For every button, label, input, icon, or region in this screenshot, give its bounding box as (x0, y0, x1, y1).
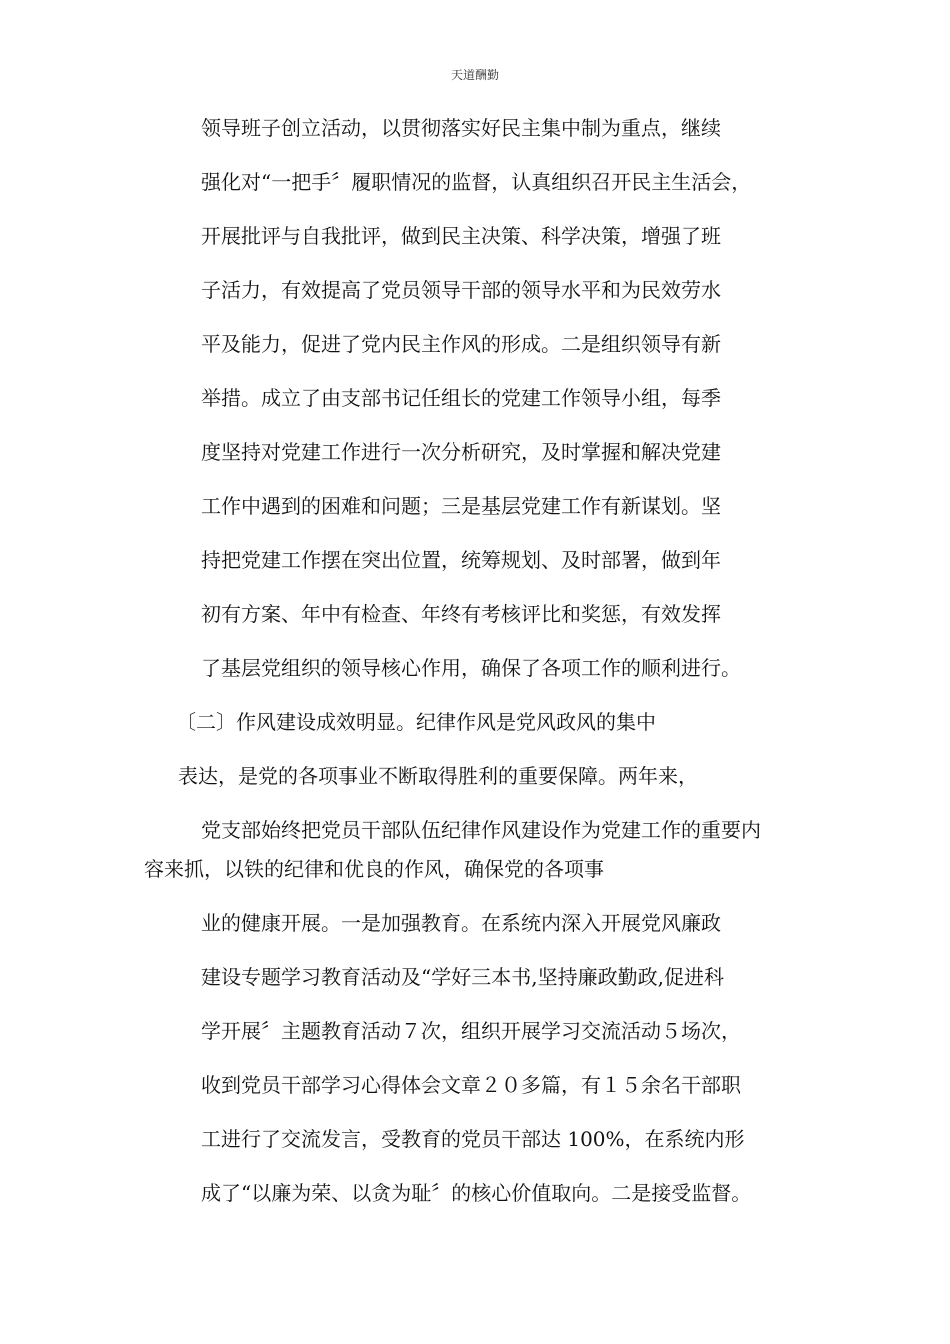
section-heading-line: 〔二〕作风建设成效明显。纪律作风是党风政风的集中 (176, 710, 656, 734)
body-line: 举措。成立了由支部书记任组长的党建工作领导小组，每季 (201, 386, 721, 410)
body-line: 收到党员干部学习心得体会文章２０多篇，有１５余名干部职 (201, 1073, 741, 1097)
page-header: 天道酬勤 (450, 68, 499, 82)
body-line: 表达，是党的各项事业不断取得胜利的重要保障。两年来， (178, 764, 698, 788)
body-line: 建设专题学习教育活动及“学好三本书,坚持廉政勤政,促进科 (201, 965, 724, 989)
body-line: 持把党建工作摆在突出位置，统筹规划、及时部署，做到年 (201, 548, 721, 572)
body-line: 平及能力，促进了党内民主作风的形成。二是组织领导有新 (201, 332, 721, 356)
body-line: 业的健康开展。一是加强教育。在系统内深入开展党风廉政 (201, 911, 721, 935)
body-line: 成了“以廉为荣、以贪为耻〞的核心价值取向。二是接受监督。 (201, 1181, 752, 1205)
body-line: 容来抓，以铁的纪律和优良的作风，确保党的各项事 (144, 857, 604, 881)
body-line: 初有方案、年中有检查、年终有考核评比和奖惩，有效发挥 (201, 602, 721, 626)
body-line: 学开展〞主题教育活动７次，组织开展学习交流活动５场次， (201, 1019, 741, 1043)
body-line: 强化对“一把手〞履职情况的监督，认真组织召开民主生活会， (201, 170, 752, 194)
body-line: 工进行了交流发言，受教育的党员干部达 100%，在系统内形 (201, 1127, 745, 1151)
body-line: 开展批评与自我批评，做到民主决策、科学决策，增强了班 (201, 224, 721, 248)
body-line: 领导班子创立活动，以贯彻落实好民主集中制为重点，继续 (201, 116, 721, 140)
body-line: 了基层党组织的领导核心作用，确保了各项工作的顺利进行。 (201, 656, 741, 680)
body-line: 党支部始终把党员干部队伍纪律作风建设作为党建工作的重要内 (201, 818, 761, 842)
body-line: 子活力，有效提高了党员领导干部的领导水平和为民效劳水 (201, 278, 721, 302)
body-line: 度坚持对党建工作进行一次分析研究，及时掌握和解决党建 (201, 440, 721, 464)
body-line: 工作中遇到的困难和问题；三是基层党建工作有新谋划。坚 (201, 494, 721, 518)
